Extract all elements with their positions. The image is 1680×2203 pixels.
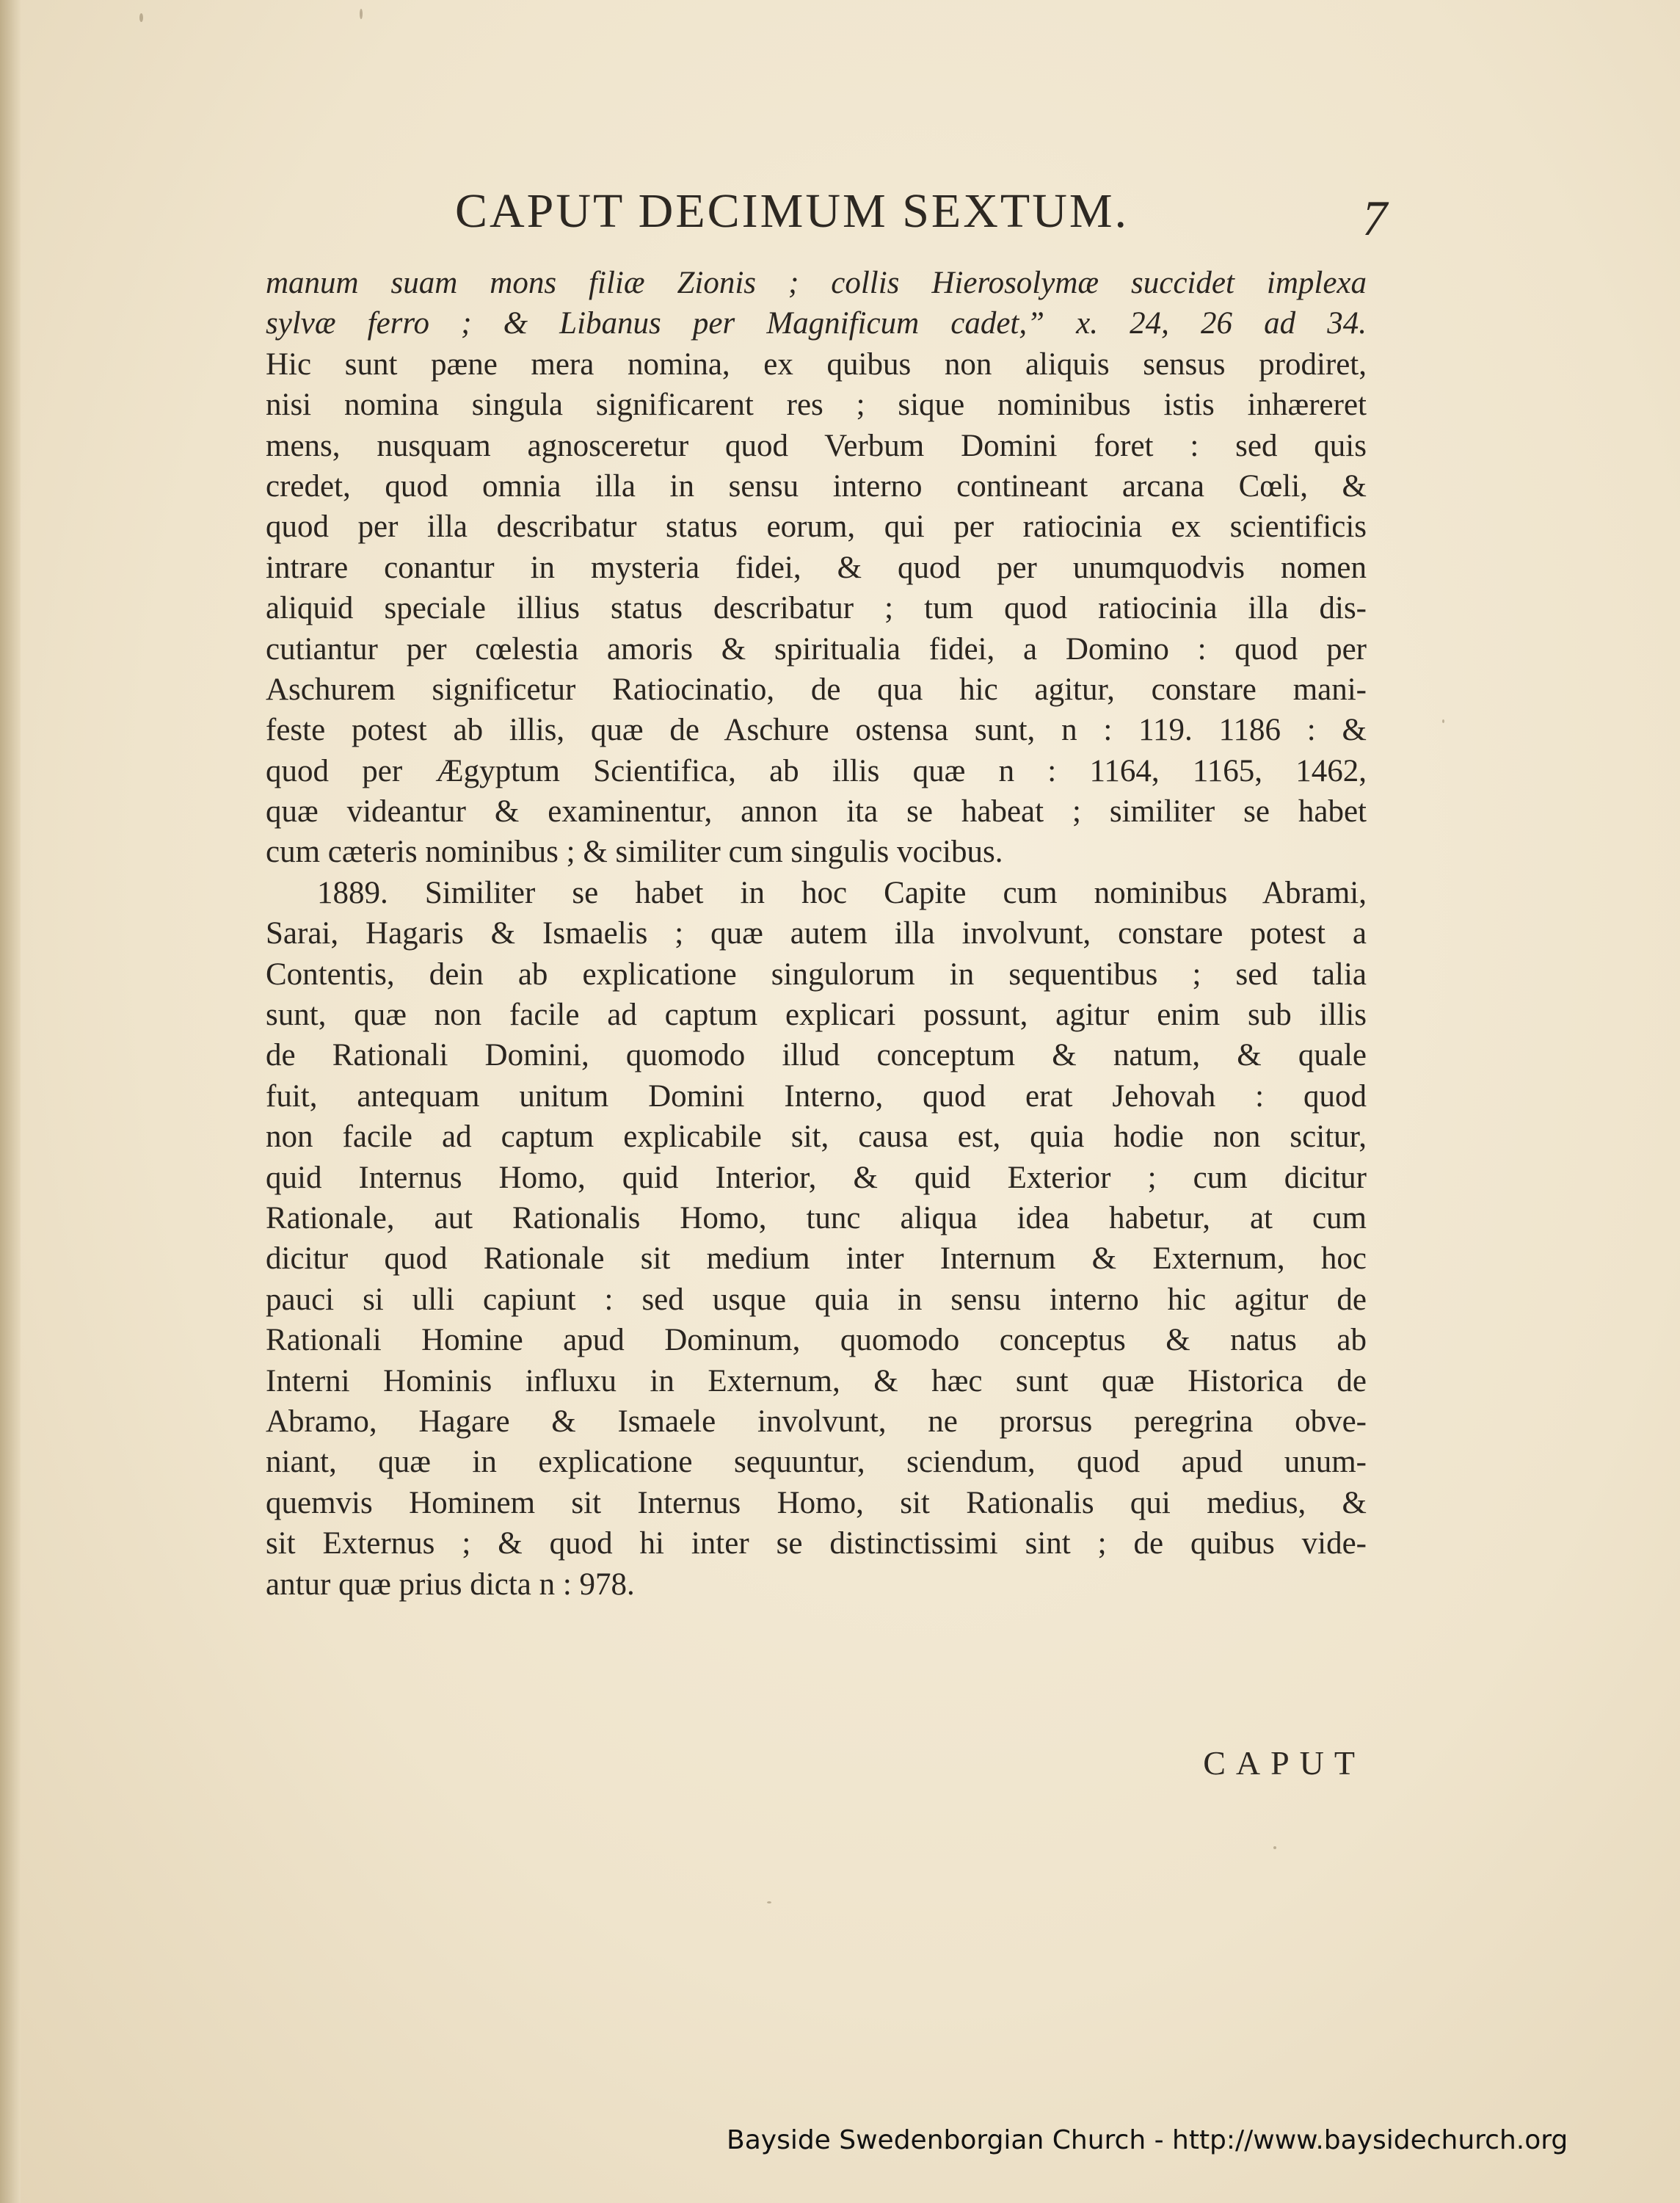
text-line: Interni Hominis influxu in Externum, & hæc sunt quæ Historica de [266,1363,1367,1398]
text-line: Contentis, dein ab explicatione singulorum in sequentibus ; sed talia [266,957,1367,992]
text-line: Rationale, aut Rationalis Homo, tunc aliqua idea habetur, at cum [266,1200,1367,1235]
text-line: sunt, quæ non facile ad captum explicari possunt, agitur enim sub illis [266,998,1367,1033]
paragraph-start-line: 1889. Similiter se habet in hoc Capite cum nominibus Abrami, [317,875,1367,910]
text-line: aliquid speciale illius status describatur ; tum quod ratiocinia illa dis- [266,591,1367,626]
text-line: Aschurem significetur Ratiocinatio, de qua hic agitur, constare mani- [266,672,1367,707]
text-line: dicitur quod Rationale sit medium inter Internum & Externum, hoc [266,1241,1367,1277]
text-line: non facile ad captum explicabile sit, causa est, quia hodie non scitur, [266,1119,1367,1155]
text-line: sylvæ ferro ; & Libanus per Magnificum cadet,” x. 24, 26 ad 34. [266,306,1367,341]
page-gutter [0,0,21,2203]
text-line: Sarai, Hagaris & Ismaelis ; quæ autem illa involvunt, constare potest a [266,916,1367,951]
running-title: CAPUT DECIMUM SEXTUM. [455,184,1130,238]
watermark-text: Bayside Swedenborgian Church - http://www.baysidechurch.org [727,2125,1568,2155]
paper-speck [360,9,363,19]
text-line: quæ videantur & examinentur, annon ita se habeat ; similiter se habet [266,794,1367,830]
text-line: Rationali Homine apud Dominum, quomodo conceptus & natus ab [266,1323,1367,1358]
body-text [266,263,1367,1605]
text-line: Abramo, Hagare & Ismaele involvunt, ne prorsus peregrina obve- [266,1404,1367,1439]
text-line: fuit, antequam unitum Domini Interno, quod erat Jehovah : quod [266,1078,1367,1114]
text-line: sit Externus ; & quod hi inter se distinctissimi sint ; de quibus vide- [266,1526,1367,1561]
text-line: Hic sunt pæne mera nomina, ex quibus non aliquis sensus prodiret, [266,346,1367,382]
text-line: pauci si ulli capiunt : sed usque quia in sensu interno hic agitur de [266,1282,1367,1317]
text-line: intrare conantur in mysteria fidei, & quod per unumquodvis nomen [266,550,1367,585]
text-line: nisi nomina singula significarent res ; sique nominibus istis inhæreret [266,388,1367,423]
text-line: quemvis Hominem sit Internus Homo, sit Rationalis qui medius, & [266,1485,1367,1520]
page-number: 7 [1362,190,1387,246]
text-line: quod per Ægyptum Scientifica, ab illis quæ n : 1164, 1165, 1462, [266,753,1367,788]
text-line: niant, quæ in explicatione sequuntur, sciendum, quod apud unum- [266,1445,1367,1480]
text-line: feste potest ab illis, quæ de Aschure ostensa sunt, n : 119. 1186 : & [266,713,1367,748]
text-line: quod per illa describatur status eorum, qui per ratiocinia ex scientificis [266,509,1367,545]
text-line: cum cæteris nominibus ; & similiter cum singulis vocibus. [266,835,1003,870]
text-line: mens, nusquam agnosceretur quod Verbum Domini foret : sed quis [266,428,1367,463]
text-line: cutiantur per cœlestia amoris & spiritualia fidei, a Domino : quod per [266,631,1367,667]
text-line: credet, quod omnia illa in sensu interno contineant arcana Cœli, & [266,468,1367,504]
text-line: quid Internus Homo, quid Interior, & quid Exterior ; cum dicitur [266,1160,1367,1195]
catchword: CAPUT [1203,1744,1365,1782]
paper-speck [1273,1846,1276,1849]
paper-speck [139,13,143,22]
paper-speck [1442,719,1444,723]
paper-speck [767,1901,771,1903]
text-line: antur quæ prius dicta n : 978. [266,1567,635,1602]
text-line: manum suam mons filiæ Zionis ; collis Hierosolymæ succidet implexa [266,266,1367,300]
text-line: de Rationali Domini, quomodo illud conceptum & natum, & quale [266,1038,1367,1073]
